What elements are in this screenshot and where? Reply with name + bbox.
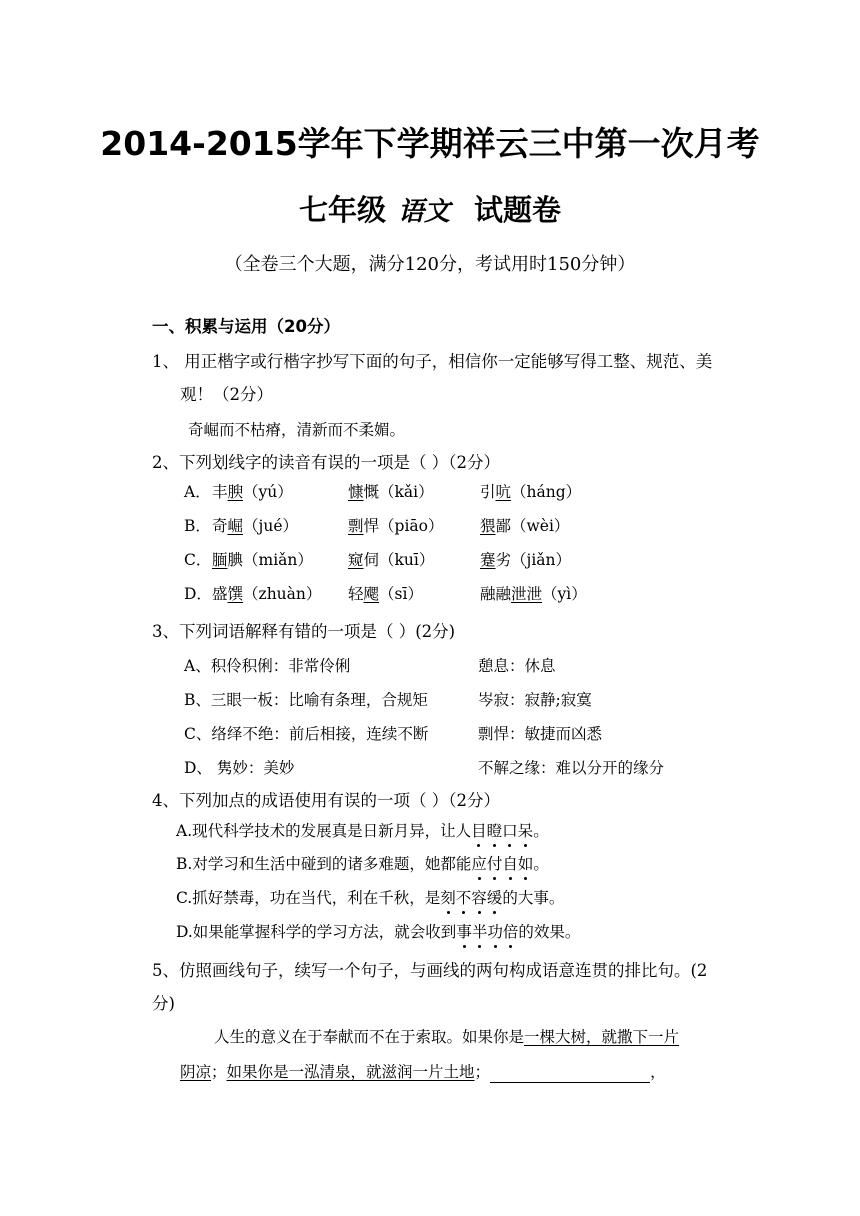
underlined-char: 飔 bbox=[363, 585, 380, 603]
underlined-char: 馔 bbox=[227, 585, 244, 603]
dotted-char: 容 bbox=[471, 889, 487, 907]
option-text: D.如果能掌握科学的学习方法，就会收到 bbox=[176, 923, 457, 941]
q3-option-right: 岑寂：寂静;寂寞 bbox=[478, 691, 592, 709]
dotted-char: 自 bbox=[502, 855, 518, 873]
q5-underlined-text: 阴凉 bbox=[180, 1063, 212, 1081]
q3-option-left: B、三眼一板：比喻有条理，合规矩 bbox=[184, 691, 428, 709]
q5-passage-line1 bbox=[214, 1026, 679, 1048]
q2-option-word bbox=[212, 583, 321, 605]
q3-option-right: 不解之缘：难以分开的缘分 bbox=[478, 759, 665, 777]
q2-option-word bbox=[480, 515, 569, 537]
pinyin-text: （zhuàn） bbox=[243, 585, 322, 603]
q2-option-label: A． bbox=[184, 483, 211, 501]
pinyin-text: （sī） bbox=[379, 585, 423, 603]
q2-option-word bbox=[212, 549, 313, 571]
q2-option-word bbox=[212, 481, 293, 503]
q2-option-word bbox=[348, 549, 434, 571]
pinyin-text: 慨（kǎi） bbox=[363, 483, 434, 501]
pinyin-text: 悍（piāo） bbox=[363, 517, 444, 535]
q5-punct: ； bbox=[211, 1063, 227, 1081]
underlined-char: 蹇 bbox=[480, 551, 496, 569]
dotted-char: 如 bbox=[517, 855, 534, 873]
option-text: 的效果。 bbox=[518, 923, 581, 941]
underlined-char: 泄泄 bbox=[511, 585, 543, 603]
q3-option-right: 憩息：休息 bbox=[478, 657, 556, 675]
underlined-char: 吭 bbox=[495, 483, 512, 501]
pinyin-text: （yì） bbox=[542, 585, 587, 603]
pinyin-text: （háng） bbox=[511, 483, 582, 501]
pinyin-text: 腆（miǎn） bbox=[227, 551, 313, 569]
subject-label: 语文 bbox=[397, 197, 450, 227]
q1-sentence: 奇崛而不枯瘠，清新而不柔媚。 bbox=[188, 421, 406, 439]
underlined-char: 崛 bbox=[227, 517, 244, 535]
dotted-char: 瞪 bbox=[486, 822, 503, 840]
exam-subtitle-line bbox=[0, 188, 860, 229]
q3-stem: 3、下列词语解释有错的一项是（ ）(2分) bbox=[152, 622, 456, 641]
exam-title: 2014-2015学年下学期祥云三中第一次月考 bbox=[100, 124, 760, 163]
q5-passage-line2 bbox=[180, 1061, 666, 1083]
dotted-char: 刻 bbox=[440, 889, 456, 907]
exam-instructions: （全卷三个大题，满分120分，考试用时150分钟） bbox=[224, 254, 636, 275]
option-text: 。 bbox=[533, 822, 549, 840]
word-text: 盛 bbox=[212, 585, 228, 603]
q2-option-word bbox=[480, 481, 581, 503]
q3-option-right: 剽悍：敏捷而凶悉 bbox=[478, 725, 603, 743]
pinyin-text: （yú） bbox=[243, 483, 293, 501]
word-text: 引 bbox=[480, 483, 496, 501]
dotted-char: 半 bbox=[471, 923, 488, 941]
word-text: 融融 bbox=[480, 585, 512, 603]
q2-stem: 2、下列划线字的读音有误的一项是（ ）（2分） bbox=[152, 453, 500, 472]
dotted-char: 功 bbox=[487, 923, 503, 941]
q3-option-left: A、积伶积俐：非常伶俐 bbox=[184, 657, 351, 675]
grade-label: 七年级 bbox=[298, 193, 386, 227]
q5-underlined-text: 如果你是一泓清泉，就滋润一片土地 bbox=[226, 1063, 475, 1081]
q2-option-word bbox=[212, 515, 298, 537]
option-text: 。 bbox=[533, 855, 549, 873]
q3-option-left: C、络绎不绝：前后相接，连续不断 bbox=[184, 725, 429, 743]
pinyin-text: 劣（jiǎn） bbox=[495, 551, 572, 569]
q1-stem-line2: 观！（2分） bbox=[180, 385, 273, 404]
pinyin-text: （jué） bbox=[243, 517, 298, 535]
q1-stem-line1: 1、 用正楷字或行楷字抄写下面的句子，相信你一定能够写得工整、规范、美 bbox=[152, 352, 713, 371]
q5-punct: ； bbox=[474, 1063, 491, 1081]
dotted-idiom bbox=[471, 822, 533, 840]
dotted-char: 付 bbox=[486, 855, 503, 873]
q2-option-label: C． bbox=[184, 551, 212, 569]
dotted-char: 不 bbox=[455, 889, 472, 907]
dotted-char: 呆 bbox=[517, 822, 534, 840]
q2-option-word bbox=[480, 583, 587, 605]
q2-option-label: D． bbox=[184, 585, 212, 603]
word-text: 丰 bbox=[212, 483, 228, 501]
q2-option-word bbox=[348, 481, 434, 503]
option-text: B.对学习和生活中碰到的诸多难题，她都能 bbox=[176, 855, 472, 873]
underlined-char: 猥 bbox=[480, 517, 496, 535]
q3-option-left: D、 隽妙：美妙 bbox=[184, 759, 295, 777]
underlined-char: 腴 bbox=[227, 483, 244, 501]
underlined-char: 剽 bbox=[348, 517, 364, 535]
q2-option-word bbox=[348, 515, 443, 537]
q2-option-label: B． bbox=[184, 517, 211, 535]
dotted-char: 缓 bbox=[486, 889, 503, 907]
q5-passage-text: 人生的意义在于奉献而不在于索取。如果你是 bbox=[214, 1028, 525, 1046]
q5-underlined-text: 一棵大树，就撒下一片 bbox=[524, 1028, 680, 1046]
q5-stem-line1: 5、仿照画线句子，续写一个句子，与画线的两句构成语意连贯的排比句。(2 bbox=[152, 961, 708, 980]
dotted-char: 目 bbox=[471, 822, 487, 840]
section-heading: 一、积累与运用（20分） bbox=[152, 317, 340, 336]
q4-option bbox=[176, 820, 549, 842]
dotted-idiom bbox=[456, 923, 518, 941]
dotted-char: 口 bbox=[502, 822, 518, 840]
word-text: 轻 bbox=[348, 585, 364, 603]
q2-option-word bbox=[480, 549, 571, 571]
underlined-char: 腼 bbox=[212, 551, 228, 569]
pinyin-text: 伺（kuī） bbox=[363, 551, 435, 569]
q5-punct-end: ， bbox=[650, 1063, 666, 1081]
underlined-char: 窥 bbox=[348, 551, 364, 569]
q4-option bbox=[176, 887, 564, 909]
paper-label: 试题卷 bbox=[474, 193, 562, 227]
option-text: A.现代科学技术的发展真是日新月异，让人 bbox=[176, 822, 472, 840]
pinyin-text: 鄙（wèi） bbox=[495, 517, 570, 535]
q4-option bbox=[176, 853, 549, 875]
option-text: C.抓好禁毒，功在当代，利在千秋，是 bbox=[176, 889, 441, 907]
dotted-char: 应 bbox=[471, 855, 487, 873]
q5-stem-line2: 分) bbox=[152, 994, 175, 1013]
q4-option bbox=[176, 921, 580, 943]
dotted-char: 事 bbox=[456, 923, 472, 941]
underlined-char: 慷 bbox=[348, 483, 364, 501]
word-text: 奇 bbox=[212, 517, 228, 535]
q2-option-word bbox=[348, 583, 423, 605]
dotted-idiom bbox=[471, 855, 533, 873]
q4-stem: 4、下列加点的成语使用有误的一项（ ）（2分） bbox=[152, 791, 500, 810]
option-text: 的大事。 bbox=[502, 889, 565, 907]
dotted-idiom bbox=[440, 889, 502, 907]
q5-answer-blank[interactable] bbox=[490, 1066, 650, 1083]
dotted-char: 倍 bbox=[502, 923, 519, 941]
